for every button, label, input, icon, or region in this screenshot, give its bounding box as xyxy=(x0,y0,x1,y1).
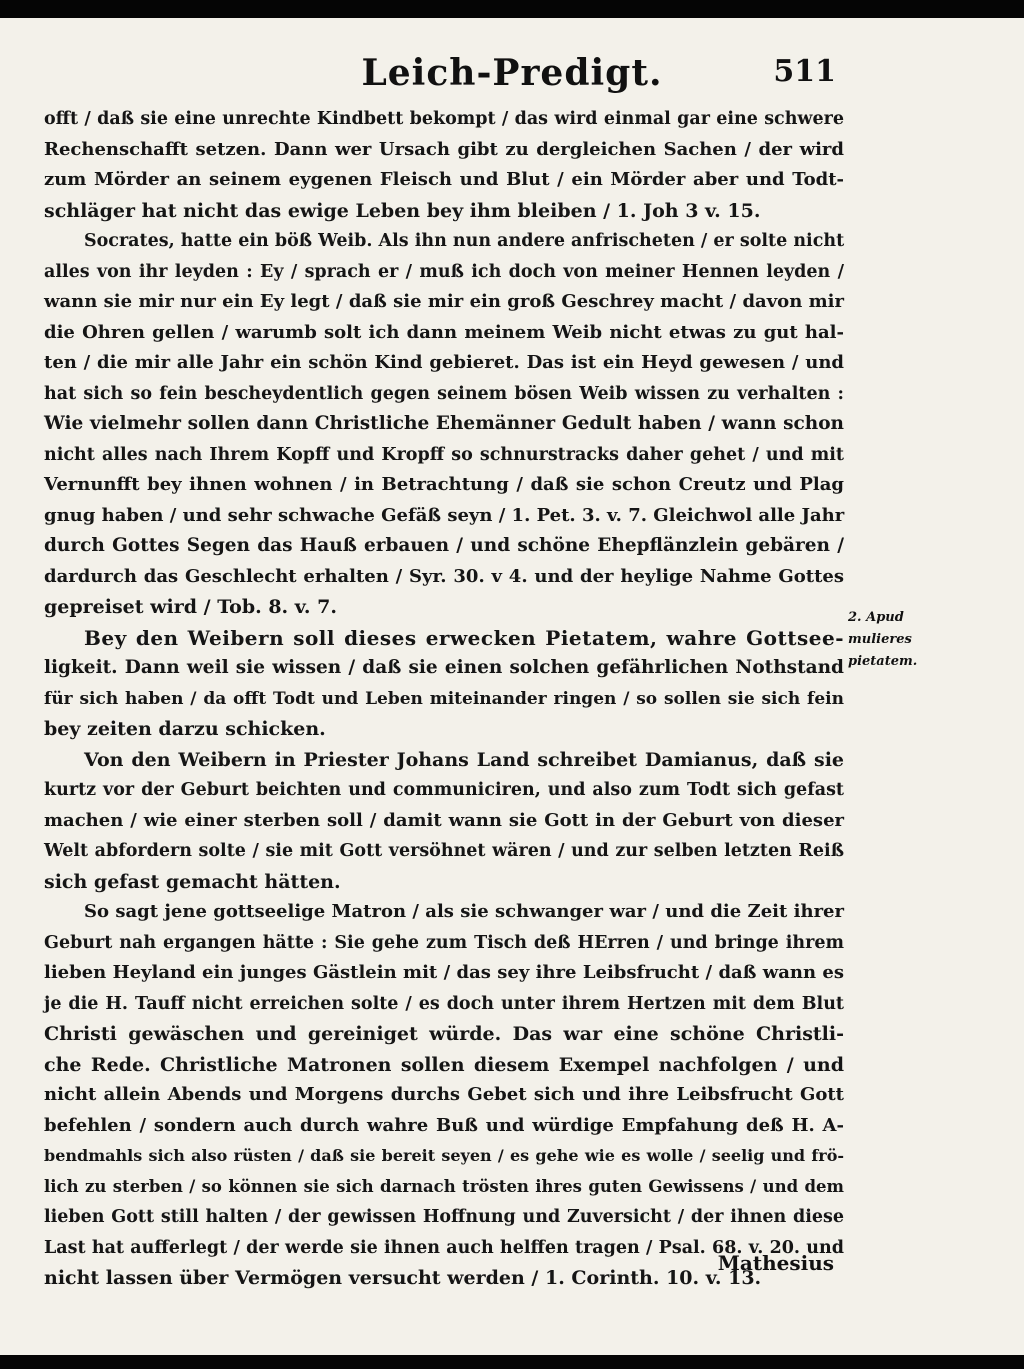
text-line: je die H. Tauff nicht erreichen solte / es doch unter ihrem Hertzen mit dem Blut xyxy=(44,993,844,1014)
page-number: 511 xyxy=(773,54,836,89)
text-line: lich zu sterben / so können sie sich darnach trösten ihres guten Gewissens / und dem xyxy=(44,1176,844,1196)
text-line: dardurch das Geschlecht erhalten / Syr. 30. v 4. und der heylige Nahme Gottes xyxy=(44,565,844,587)
text-line: Last hat aufferlegt / der werde sie ihnen auch helffen tragen / Psal. 68. v. 20. und xyxy=(44,1237,844,1258)
margin-note-word: mulieres xyxy=(848,632,912,647)
text-line: che Rede. Christliche Matronen sollen diesem Exempel nachfolgen / und xyxy=(44,1053,844,1076)
paragraph-start-line: So sagt jene gottseelige Matron / als sie schwanger war / und die Zeit ihrer xyxy=(84,901,844,922)
text-line: bendmahls sich also rüsten / daß sie bereit seyen / es gehe wie es wolle / seelig und frö- xyxy=(44,1146,844,1165)
catchword: Mathesius xyxy=(717,1251,834,1275)
text-line: befehlen / sondern auch durch wahre Buß und würdige Empfahung deß H. A- xyxy=(44,1114,844,1136)
text-line: schläger hat nicht das ewige Leben bey ihm bleiben / 1. Joh 3 v. 15. xyxy=(44,199,761,222)
margin-note xyxy=(848,607,938,673)
text-line: lieben Heyland ein junges Gästlein mit / das sey ihre Leibsfrucht / daß wann es xyxy=(44,962,844,983)
paragraph-start-line: Socrates, hatte ein böß Weib. Als ihn nun andere anfrischeten / er solte nicht xyxy=(84,231,845,251)
text-line: Welt abfordern solte / sie mit Gott versöhnet wären / und zur selben letzten Reiß xyxy=(44,841,844,861)
text-line: machen / wie einer sterben soll / damit wann sie Gott in der Geburt von dieser xyxy=(44,809,844,831)
text-line: zum Mörder an seinem eygenen Fleisch und Blut / ein Mörder aber und Todt- xyxy=(44,169,844,190)
text-line: offt / daß sie eine unrechte Kindbett bekompt / das wird einmal gar eine schwere xyxy=(44,109,844,129)
text-line: bey zeiten darzu schicken. xyxy=(44,718,326,740)
scan-border-bottom xyxy=(0,1355,1024,1369)
text-line: ten / die mir alle Jahr ein schön Kind gebieret. Das ist ein Heyd gewesen / und xyxy=(44,352,844,373)
margin-note-line xyxy=(848,607,938,629)
text-line: hat sich so fein bescheydentlich gegen seinem bösen Weib wissen zu verhalten : xyxy=(44,383,844,404)
text-line: die Ohren gellen / warumb solt ich dann meinem Weib nicht etwas zu gut hal- xyxy=(44,321,844,343)
text-line: sich gefast gemacht hätten. xyxy=(44,870,341,893)
text-line: für sich haben / da offt Todt und Leben miteinander ringen / so sollen sie sich fein xyxy=(44,688,844,709)
text-line: wann sie mir nur ein Ey legt / daß sie mir ein groß Geschrey macht / davon mir xyxy=(44,291,844,312)
margin-note-word: pietatem. xyxy=(848,654,918,669)
text-line: nicht allein Abends und Morgens durchs Gebet sich und ihre Leibsfrucht Gott xyxy=(44,1084,844,1105)
text-line: Rechenschafft setzen. Dann wer Ursach gibt zu dergleichen Sachen / der wird xyxy=(44,138,844,160)
text-line: kurtz vor der Geburt beichten und communiciren, und also zum Todt sich gefast xyxy=(44,780,844,800)
text-line: gnug haben / und sehr schwache Gefäß seyn / 1. Pet. 3. v. 7. Gleichwol alle Jahr xyxy=(44,504,845,526)
text-line: Wie vielmehr sollen dann Christliche Ehemänner Gedult haben / wann schon xyxy=(44,413,844,434)
running-title: Leich-Predigt. xyxy=(361,52,663,94)
text-line: alles von ihr leyden : Ey / sprach er / muß ich doch von meiner Hennen leyden / xyxy=(44,261,844,282)
margin-note-number: 2. xyxy=(848,610,862,625)
text-line: nicht alles nach Ihrem Kopff und Kropff so schnurstracks daher gehet / und mit xyxy=(44,444,844,465)
text-line: lieben Gott still halten / der gewissen Hoffnung und Zuversicht / der ihnen diese xyxy=(44,1207,844,1227)
paragraph-start-line: Von den Weibern in Priester Johans Land schreibet Damianus, daß sie xyxy=(84,748,844,771)
margin-note-word: Apud xyxy=(866,610,904,625)
section-heading-line: Bey den Weibern soll dieses erwecken Pietatem, wahre Gottsee- xyxy=(84,625,844,650)
text-line: Vernunfft bey ihnen wohnen / in Betrachtung / daß sie schon Creutz und Plag xyxy=(44,474,844,495)
text-line: Christi gewäschen und gereiniget würde. Das war eine schöne Christli- xyxy=(44,1023,844,1045)
text-line: ligkeit. Dann weil sie wissen / daß sie einen solchen gefährlichen Nothstand xyxy=(44,657,844,678)
scan-border-top xyxy=(0,0,1024,18)
text-line: nicht lassen über Vermögen versucht werden / 1. Corinth. 10. v. 13. xyxy=(44,1267,762,1289)
text-line: durch Gottes Segen das Hauß erbauen / und schöne Ehepflänzlein gebären / xyxy=(44,535,844,556)
text-line: gepreiset wird / Tob. 8. v. 7. xyxy=(44,596,337,618)
text-line: Geburt nah ergangen hätte : Sie gehe zum Tisch deß HErren / und bringe ihrem xyxy=(44,932,844,953)
body-text xyxy=(44,104,844,1294)
